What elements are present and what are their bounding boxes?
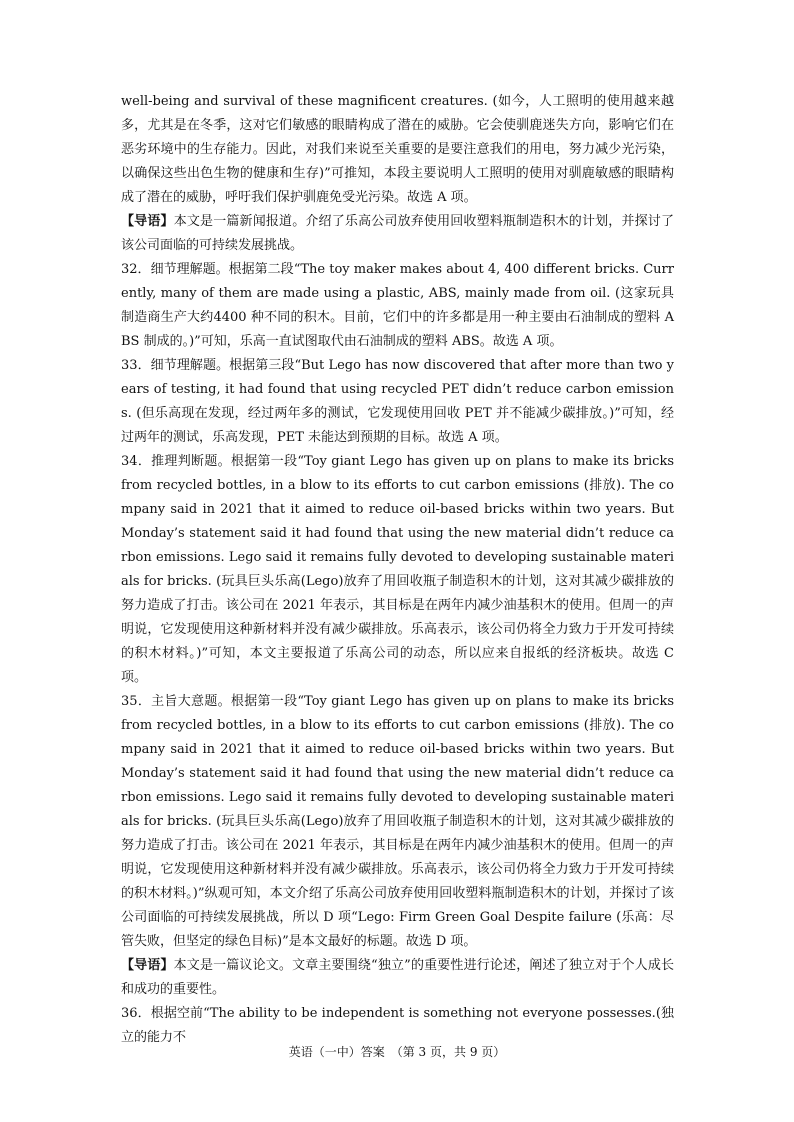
paragraph-text: 36．根据空前“The ability to be independent is something not everyone possesses.(独立的能力不 [121,1006,674,1045]
answer-34 [121,450,674,690]
intro-paragraph-lego [121,210,674,258]
paragraph-text: 本文是一篇议论文。文章主要围绕“独立”的重要性进行论述，阐述了独立对于个人成长和成功的重要性。 [121,958,674,997]
answer-body [121,90,674,1050]
page-footer: 英语（一中）答案 （第 3 页，共 9 页） [288,1045,506,1059]
paragraph-text: well-being and survival of these magnificent creatures. (如今，人工照明的使用越来越多，尤其是在冬季，这对它们敏感的眼睛构成了潜在的威胁。它会使驯鹿迷失方向，影响它们在恶劣环境中的生存能力。因此，对我们来说至关重要的是要注意我们的用电，努力减少光污染，以确保这些出色生物的健康和生存)”可推知，本段主要说明人工照明的使用对驯鹿敏感的眼睛构成了潜在的威胁，呼吁我们保护驯鹿免受光污染。故选 A 项。 [121,94,674,205]
intro-label: 【导语】 [121,214,174,229]
answer-32 [121,258,674,354]
paragraph-text: 33．细节理解题。根据第三段“But Lego has now discovered that after more than two years of testing, it had found that using recycled PET didn’t reduce carbon emissions. (但乐高现在发现，经过两年多的测试，它发现使用回收 PET 并不能减少碳排放。)”可知，经过两年的测试，乐高发现，PET 未能达到预期的目标。故选 A 项。 [121,358,674,445]
paragraph-continuation [121,90,674,210]
paragraph-text: 34．推理判断题。根据第一段“Toy giant Lego has given up on plans to make its bricks from recycled bottles, in a blow to its efforts to cut carbon emissions (排放). The company said in 2021 that it aimed to reduce oil-based bricks within two years. But Monday’s statement said it had found that using the new material didn’t reduce carbon emissions. Lego said it remains fully devoted to developing sustainable materials for bricks. (玩具巨头乐高(Lego)放弃了用回收瓶子制造积木的计划，这对其减少碳排放的努力造成了打击。该公司在 2021 年表示，其目标是在两年内减少油基积木的使用。但周一的声明说，它发现使用这种新材料并没有减少碳排放。乐高表示，该公司仍将全力致力于开发可持续的积木材料。)”可知，本文主要报道了乐高公司的动态，所以应来自报纸的经济板块。故选 C 项。 [121,454,674,685]
intro-paragraph-independence [121,954,674,1002]
intro-label: 【导语】 [121,958,174,973]
paragraph-text: 本文是一篇新闻报道。介绍了乐高公司放弃使用回收塑料瓶制造积木的计划，并探讨了该公司面临的可持续发展挑战。 [121,214,674,253]
answer-33 [121,354,674,450]
paragraph-text: 35．主旨大意题。根据第一段“Toy giant Lego has given up on plans to make its bricks from recycled bottles, in a blow to its efforts to cut carbon emissions (排放). The company said in 2021 that it aimed to reduce oil-based bricks within two years. But Monday’s statement said it had found that using the new material didn’t reduce carbon emissions. Lego said it remains fully devoted to developing sustainable materials for bricks. (玩具巨头乐高(Lego)放弃了用回收瓶子制造积木的计划，这对其减少碳排放的努力造成了打击。该公司在 2021 年表示，其目标是在两年内减少油基积木的使用。但周一的声明说，它发现使用这种新材料并没有减少碳排放。乐高表示，该公司仍将全力致力于开发可持续的积木材料。)”纵观可知，本文介绍了乐高公司放弃使用回收塑料瓶制造积木的计划，并探讨了该公司面临的可持续发展挑战，所以 D 项“Lego: Firm Green Goal Despite failure (乐高：尽管失败，但坚定的绿色目标)”是本文最好的标题。故选 D 项。 [121,694,674,949]
paragraph-text: 32．细节理解题。根据第二段“The toy maker makes about 4, 400 different bricks. Currently, many of them are made using a plastic, ABS, mainly made from oil. (这家玩具制造商生产大约4400 种不同的积木。目前，它们中的许多都是用一种主要由石油制成的塑料 ABS 制成的。)”可知，乐高一直试图取代由石油制成的塑料 ABS。故选 A 项。 [121,262,674,349]
answer-35 [121,690,674,954]
